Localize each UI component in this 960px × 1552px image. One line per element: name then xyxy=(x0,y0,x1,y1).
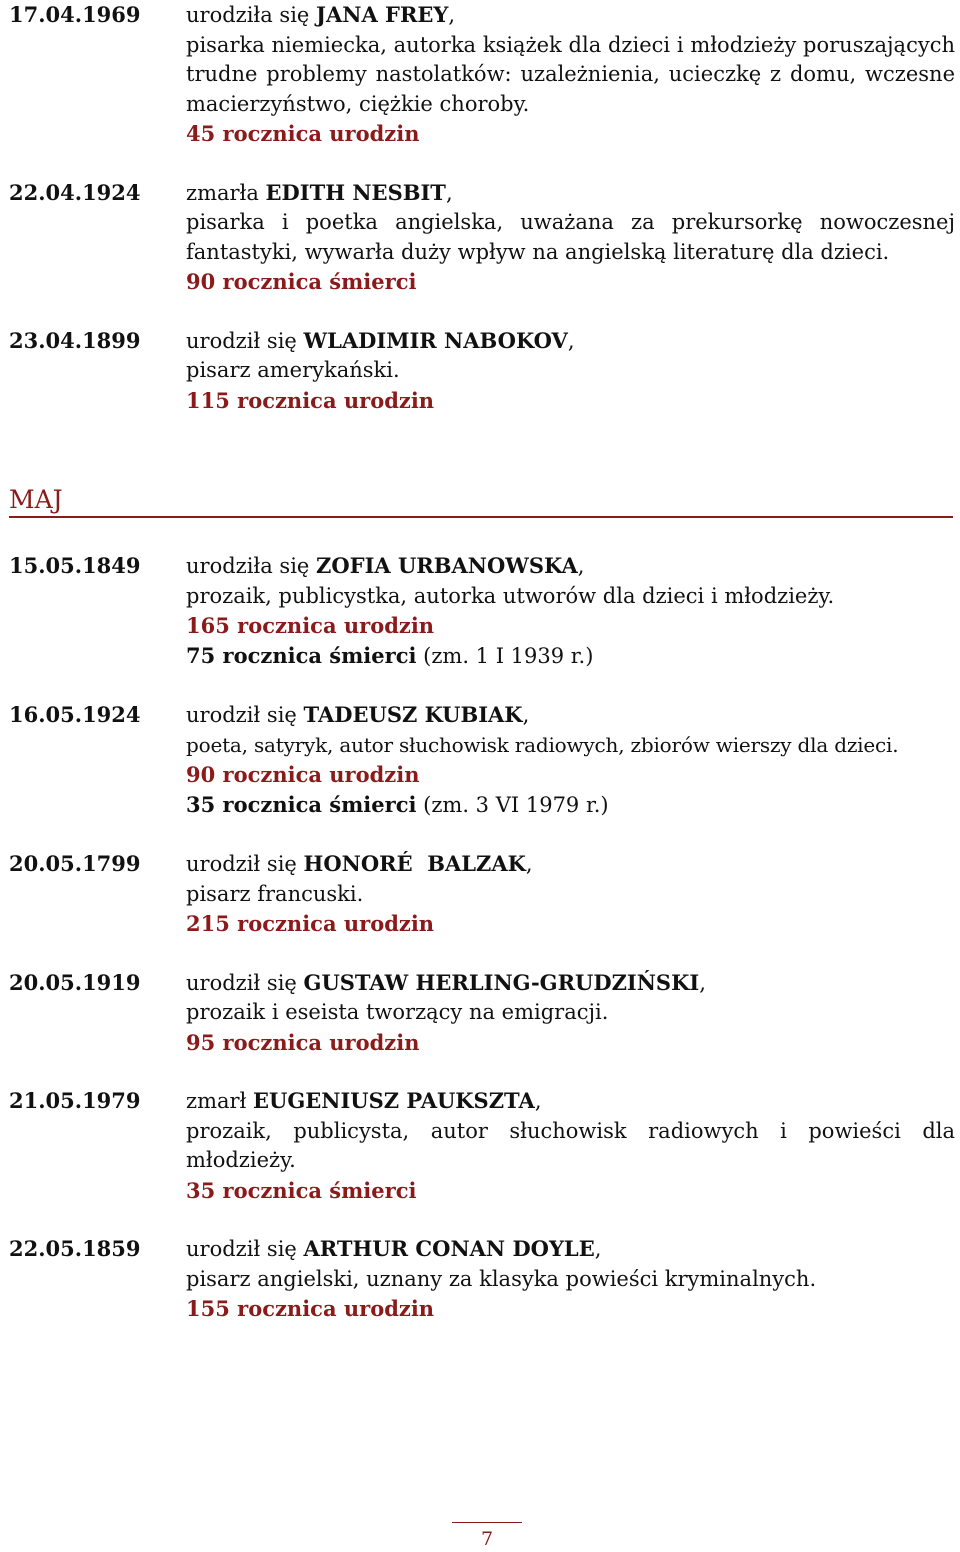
entry-date: 20.05.1919 xyxy=(9,969,141,995)
entry-anniversary: 155 rocznica urodzin xyxy=(186,1296,435,1321)
entry-date: 22.05.1859 xyxy=(9,1236,141,1261)
entry-date: 16.05.1924 xyxy=(9,702,141,727)
entry-date: 23.04.1899 xyxy=(9,327,141,353)
entry-content xyxy=(186,968,955,1058)
entry-headline: urodził się GUSTAW HERLING-GRUDZIŃSKI, xyxy=(186,969,706,995)
entry-person-name: JANA FREY xyxy=(316,2,449,27)
entry-date: 17.04.1969 xyxy=(9,2,141,27)
entry-date: 15.05.1849 xyxy=(9,553,141,578)
entry-anniversary-2 xyxy=(186,790,955,821)
entry-person-name: EUGENIUSZ PAUKSZTA xyxy=(253,1088,535,1113)
entry-date: 21.05.1979 xyxy=(9,1088,141,1113)
entry-verb: urodziła się xyxy=(186,554,317,578)
entry-content xyxy=(186,1086,955,1205)
entry-verb: urodziła się xyxy=(186,3,317,27)
entry-anniversary: 165 rocznica urodzin xyxy=(186,613,435,638)
entry-person-name: EDITH NESBIT xyxy=(265,179,446,205)
entry-content xyxy=(186,1234,955,1324)
entry-anniversary: 95 rocznica urodzin xyxy=(186,1029,420,1055)
entry-description: prozaik, publicystka, autorka utworów dla dzieci i młodzieży. xyxy=(186,583,835,608)
entry-wladimir-nabokov xyxy=(9,326,955,416)
entry-honore-balzak xyxy=(9,849,955,939)
entry-verb: urodził się xyxy=(186,703,304,727)
entry-gustaw-herling-grudzinski xyxy=(9,968,955,1058)
entry-anniversary: 90 rocznica urodzin xyxy=(186,762,420,787)
entry-arthur-conan-doyle xyxy=(9,1234,955,1324)
entry-description: pisarka niemiecka, autorka książek dla dzieci i młodzieży poruszających trudne problemy nastolatków: uzależnienia, ucieczkę z domu, wczesne macierzyństwo, ciężkie choroby. xyxy=(186,32,955,116)
entry-headline: urodziła się JANA FREY, xyxy=(186,2,456,27)
entry-headline: urodził się ARTHUR CONAN DOYLE, xyxy=(186,1236,602,1261)
entry-description: pisarz francuski. xyxy=(186,881,364,906)
entry-headline: urodził się WLADIMIR NABOKOV, xyxy=(186,327,575,353)
entry-content xyxy=(186,551,955,671)
entry-description: prozaik, publicysta, autor słuchowisk radiowych i powieści dla młodzieży. xyxy=(186,1118,955,1172)
entry-anniversary-label: 75 rocznica śmierci xyxy=(186,642,417,668)
entry-anniversary-label: 35 rocznica śmierci xyxy=(186,791,417,817)
entry-tadeusz-kubiak xyxy=(9,700,955,820)
entry-anniversary: 215 rocznica urodzin xyxy=(186,911,435,936)
entry-person-name: HONORÉ BALZAK xyxy=(303,851,526,876)
entry-person-name: WLADIMIR NABOKOV xyxy=(303,327,568,353)
entry-headline: zmarła EDITH NESBIT, xyxy=(186,179,453,205)
entry-person-name: ZOFIA URBANOWSKA xyxy=(316,553,578,578)
month-heading xyxy=(9,485,953,518)
entry-headline: urodził się HONORÉ BALZAK, xyxy=(186,851,533,876)
entry-anniversary-note: (zm. 1 I 1939 r.) xyxy=(416,643,594,668)
entry-eugeniusz-paukszta xyxy=(9,1086,955,1205)
entry-content xyxy=(186,700,955,820)
entry-content xyxy=(186,0,955,149)
entry-headline: zmarł EUGENIUSZ PAUKSZTA, xyxy=(186,1088,542,1113)
entry-person-name: TADEUSZ KUBIAK xyxy=(303,702,523,727)
page-number: 7 xyxy=(452,1522,522,1552)
entry-description: pisarz amerykański. xyxy=(186,358,400,382)
entry-anniversary: 35 rocznica śmierci xyxy=(186,1177,417,1203)
document-page xyxy=(9,0,955,1353)
month-heading-text: MAJ xyxy=(9,485,63,514)
entry-verb: urodził się xyxy=(186,328,304,353)
entry-content xyxy=(186,178,955,297)
entry-anniversary-note: (zm. 3 VI 1979 r.) xyxy=(416,792,609,817)
entry-description: pisarka i poetka angielska, uważana za prekursorkę nowoczesnej fantastyki, wywarła duży wpływ na angielską literaturę dla dzieci. xyxy=(186,210,955,264)
entry-description: prozaik i eseista tworzący na emigracji. xyxy=(186,1000,609,1024)
entry-date: 22.04.1924 xyxy=(9,179,141,205)
entry-verb: urodził się xyxy=(186,852,304,876)
entry-headline: urodził się TADEUSZ KUBIAK, xyxy=(186,702,530,727)
entry-content xyxy=(186,326,955,416)
entry-verb: urodził się xyxy=(186,970,304,995)
entry-jana-frey xyxy=(9,0,955,149)
entry-verb: zmarła xyxy=(186,180,266,205)
entry-anniversary: 45 rocznica urodzin xyxy=(186,121,420,146)
entry-verb: urodził się xyxy=(186,1237,304,1261)
entry-person-name: GUSTAW HERLING-GRUDZIŃSKI xyxy=(303,969,700,995)
entry-headline: urodziła się ZOFIA URBANOWSKA, xyxy=(186,553,585,578)
entry-description: pisarz angielski, uznany za klasyka powieści kryminalnych. xyxy=(186,1266,817,1291)
entry-verb: zmarł xyxy=(186,1089,254,1113)
entry-person-name: ARTHUR CONAN DOYLE xyxy=(303,1236,595,1261)
entry-content xyxy=(186,849,955,939)
entry-anniversary: 90 rocznica śmierci xyxy=(186,269,417,294)
entry-anniversary: 115 rocznica urodzin xyxy=(186,387,435,413)
entry-zofia-urbanowska xyxy=(9,551,955,671)
entry-edith-nesbit xyxy=(9,178,955,297)
entry-date: 20.05.1799 xyxy=(9,851,141,876)
entry-description: poeta, satyryk, autor słuchowisk radiowych, zbiorów wierszy dla dzieci. xyxy=(186,732,899,757)
entry-anniversary-2 xyxy=(186,641,955,672)
